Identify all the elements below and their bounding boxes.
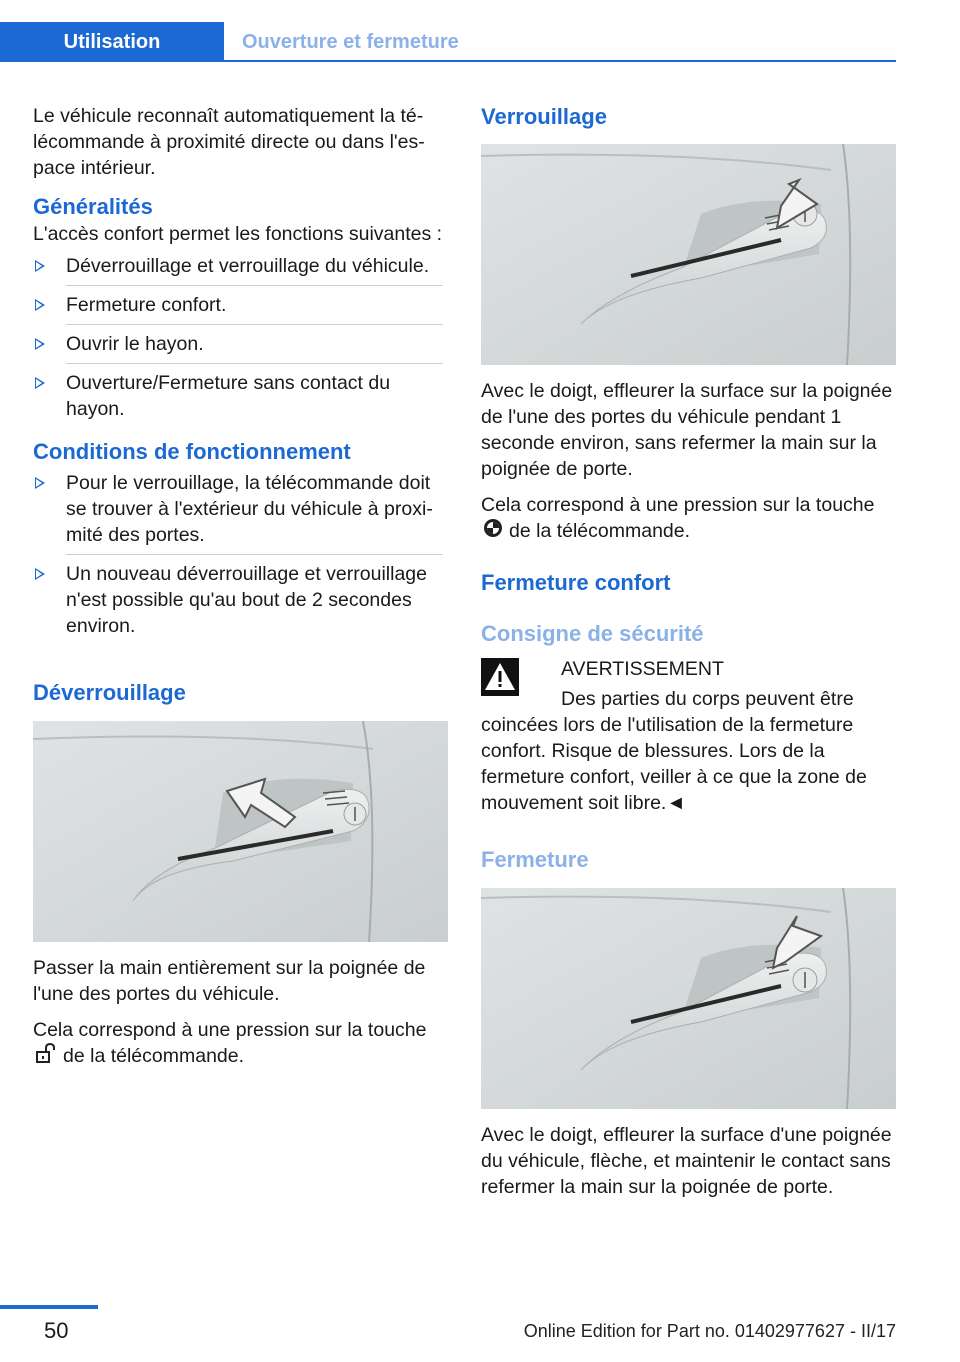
list-item: Fermeture confort.	[33, 292, 443, 318]
heading-consigne-securite: Consigne de sécurité	[481, 621, 704, 646]
warning-text: Des parties du corps peuvent être coincées lors de l'utilisation de la fermeture confort. Risque de blessures. Lors de la fermeture confort, veiller à ce que la zone de mouvement soit libre.◄	[481, 688, 867, 814]
bullet-triangle-icon	[35, 260, 45, 272]
footer-accent-line	[0, 1305, 98, 1309]
list-item: Déverrouillage et verrouillage du véhicule.	[33, 253, 443, 279]
door-handle-image-unlock	[33, 721, 448, 942]
page-header	[0, 0, 960, 62]
tab-utilisation-label: Utilisation	[63, 31, 161, 53]
warning-text-wrapper	[481, 686, 896, 826]
verrouillage-paragraph-1: Avec le doigt, effleurer la surface sur la poignée de l'une des portes du véhicule pendant 1 seconde environ, sans refermer la main sur la poignée de porte.	[481, 380, 893, 480]
warning-block	[481, 656, 896, 682]
list-item: Ouverture/Fermeture sans contact du hayon.	[33, 370, 443, 422]
conditions-list	[33, 470, 443, 639]
tab-utilisation[interactable]	[0, 22, 224, 62]
fermeture-text	[481, 1122, 896, 1210]
verrouillage-paragraph-2: Cela correspond à une pression sur la touche de la télécommande.	[481, 492, 896, 545]
heading-generalites: Généralités	[33, 194, 153, 219]
left-column	[33, 103, 443, 645]
bullet-triangle-icon	[35, 299, 45, 311]
list-divider	[66, 285, 443, 286]
bmw-logo-icon	[483, 518, 503, 545]
deverrouillage-paragraph-2: Cela correspond à une pression sur la touche de la télécommande.	[33, 1017, 443, 1070]
bullet-triangle-icon	[35, 477, 45, 489]
list-item: Pour le verrouillage, la télécommande doit se trouver à l'extérieur du véhicule à proximité des portes.	[33, 470, 443, 548]
deverrouillage-text	[33, 955, 443, 1080]
door-handle-image-close	[481, 888, 896, 1109]
unlock-icon	[35, 1043, 57, 1070]
warning-title: AVERTISSEMENT	[561, 658, 724, 680]
door-handle-image-lock	[481, 144, 896, 365]
intro-paragraph: Le véhicule reconnaît automatiquement la télécommande à proximité directe ou dans l'espace intérieur.	[33, 105, 425, 179]
deverrouillage-paragraph-1: Passer la main entièrement sur la poignée de l'une des portes du véhicule.	[33, 957, 426, 1005]
page-number: 50	[44, 1318, 69, 1343]
list-divider	[66, 324, 443, 325]
bullet-triangle-icon	[35, 377, 45, 389]
heading-conditions: Conditions de fonctionnement	[33, 439, 351, 464]
list-item: Ouvrir le hayon.	[33, 331, 443, 357]
verrouillage-text	[481, 378, 896, 555]
tab-ouverture-fermeture[interactable]	[224, 22, 896, 62]
heading-fermeture-confort: Fermeture confort	[481, 570, 671, 595]
list-item: Un nouveau déverrouillage et verrouillage n'est possible qu'au bout de 2 secondes environ.	[33, 561, 443, 639]
bullet-triangle-icon	[35, 568, 45, 580]
list-divider	[66, 554, 443, 555]
bullet-triangle-icon	[35, 338, 45, 350]
edition-text: Online Edition for Part no. 01402977627 - II/17	[523, 1321, 896, 1341]
generalites-list	[33, 253, 443, 422]
heading-deverrouillage: Déverrouillage	[33, 680, 186, 705]
list-divider	[66, 363, 443, 364]
generalites-text: L'accès confort permet les fonctions suivantes :	[33, 223, 443, 245]
heading-fermeture: Fermeture	[481, 847, 589, 872]
tab-section-label: Ouverture et fermeture	[242, 31, 459, 53]
heading-verrouillage: Verrouillage	[481, 104, 607, 129]
fermeture-paragraph: Avec le doigt, effleurer la surface d'une poignée du véhicule, flèche, et maintenir le contact sans refermer la main sur la poignée de porte.	[481, 1124, 892, 1198]
